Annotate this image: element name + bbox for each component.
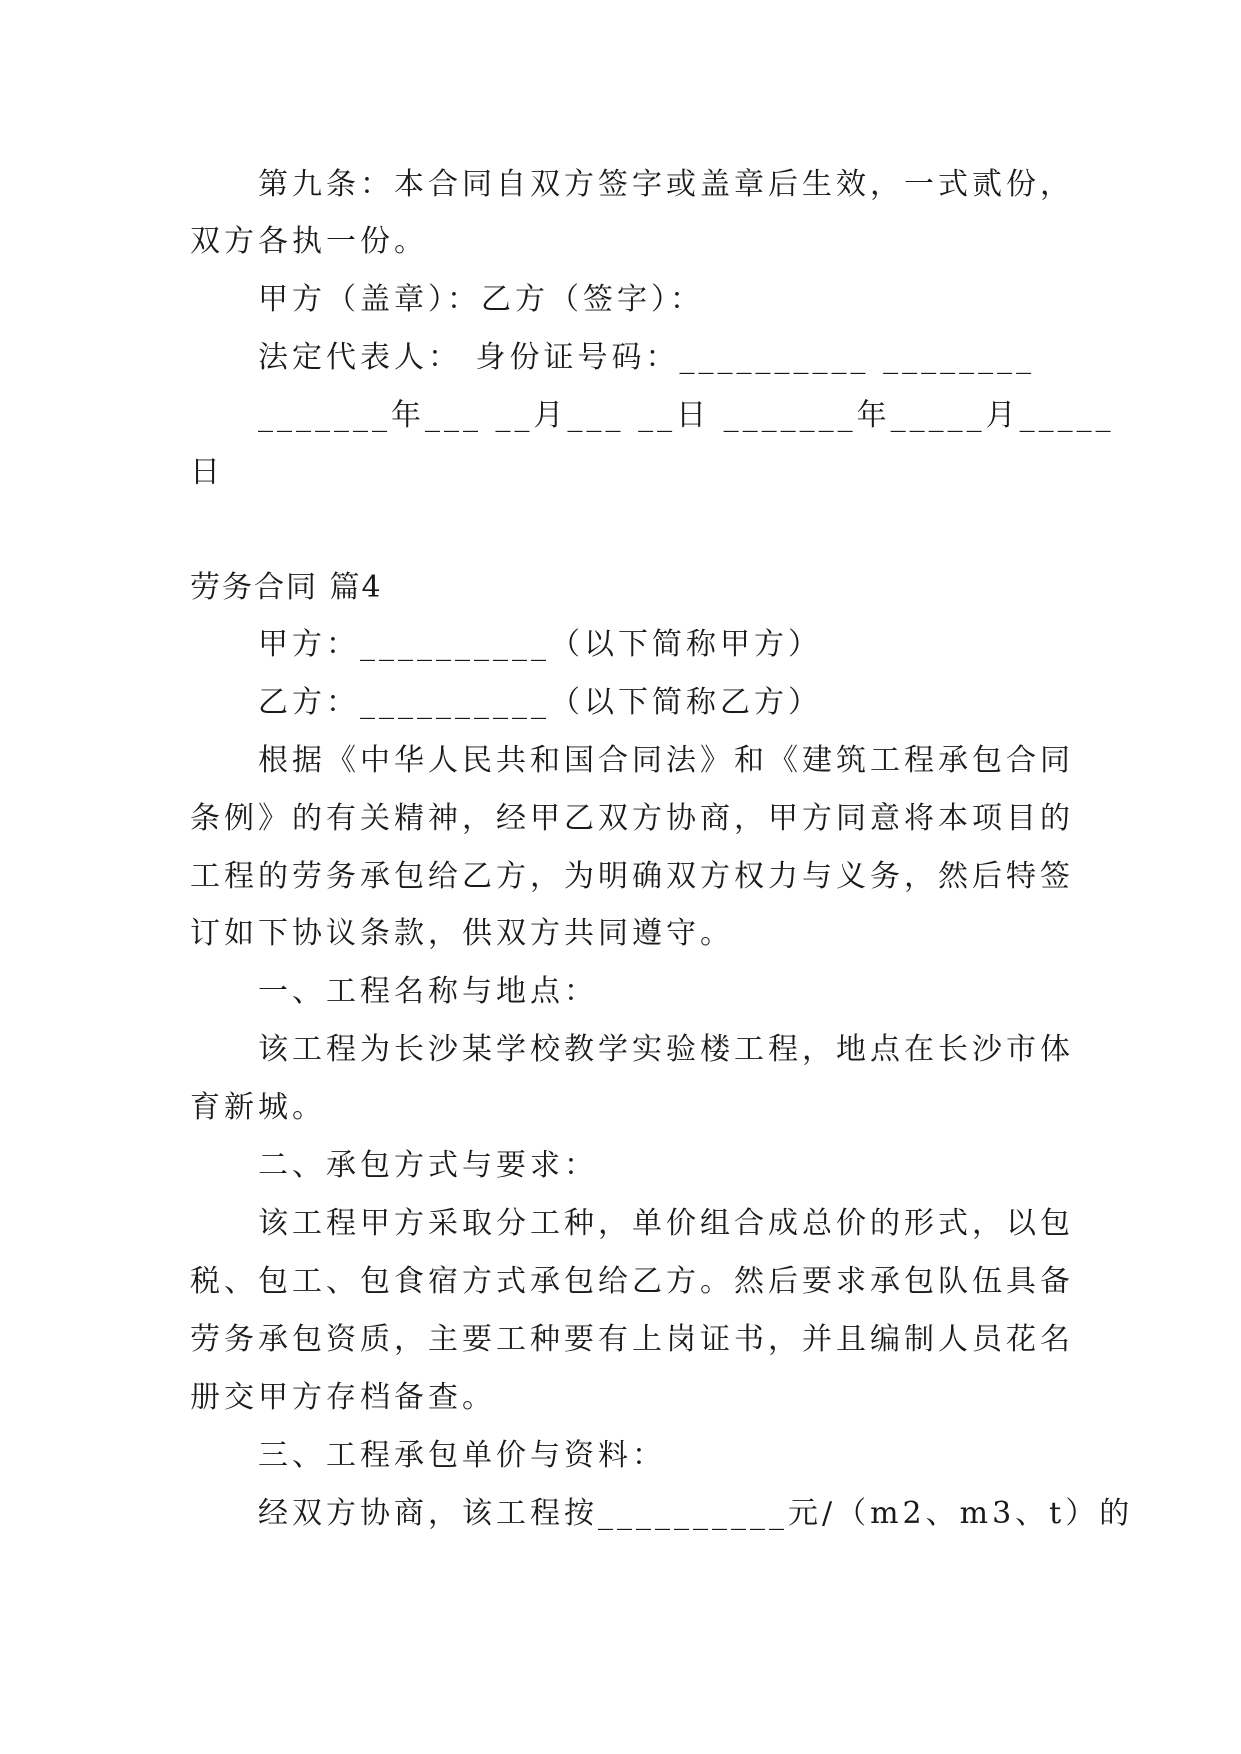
party-b-line: 乙方：__________（以下简称乙方） xyxy=(258,685,822,720)
article-one-heading: 一、工程名称与地点： xyxy=(258,974,598,1009)
article-one-line-1: 该工程为长沙某学校教学实验楼工程，地点在长沙市体 xyxy=(258,1032,1074,1067)
article-two-line-3: 劳务承包资质，主要工种要有上岗证书，并且编制人员花名 xyxy=(190,1322,1074,1357)
article-three-heading: 三、工程承包单价与资料： xyxy=(258,1438,666,1473)
article-two-line-1: 该工程甲方采取分工种，单价组合成总价的形式，以包 xyxy=(258,1206,1074,1241)
preamble-line-3: 工程的劳务承包给乙方，为明确双方权力与义务，然后特签 xyxy=(190,859,1074,894)
article-two-line-4: 册交甲方存档备查。 xyxy=(190,1380,496,1415)
article-one-line-2: 育新城。 xyxy=(190,1090,326,1125)
preamble-line-4: 订如下协议条款，供双方共同遵守。 xyxy=(190,916,734,951)
legal-representative-line: 法定代表人： 身份证号码：__________ ________ xyxy=(258,340,1036,375)
party-a-line: 甲方：__________（以下简称甲方） xyxy=(258,627,822,662)
preamble-line-2: 条例》的有关精神，经甲乙双方协商，甲方同意将本项目的 xyxy=(190,801,1074,836)
clause-nine-line-1: 第九条：本合同自双方签字或盖章后生效，一式贰份， xyxy=(258,167,1074,202)
signature-date-line: _______年___ __月___ __日 _______年_____月_____ xyxy=(258,398,1115,433)
preamble-line-1: 根据《中华人民共和国合同法》和《建筑工程承包合同 xyxy=(258,743,1074,778)
article-two-heading: 二、承包方式与要求： xyxy=(258,1148,598,1183)
signature-parties-line: 甲方（盖章）：乙方（签字）： xyxy=(258,282,704,317)
signature-date-day: 日 xyxy=(190,455,224,490)
article-three-line-1: 经双方协商，该工程按__________元/（m2、m3、t）的 xyxy=(258,1496,1134,1531)
section-heading: 劳务合同 篇4 xyxy=(190,570,383,605)
article-two-line-2: 税、包工、包食宿方式承包给乙方。然后要求承包队伍具备 xyxy=(190,1264,1074,1299)
clause-nine-line-2: 双方各执一份。 xyxy=(190,224,428,259)
